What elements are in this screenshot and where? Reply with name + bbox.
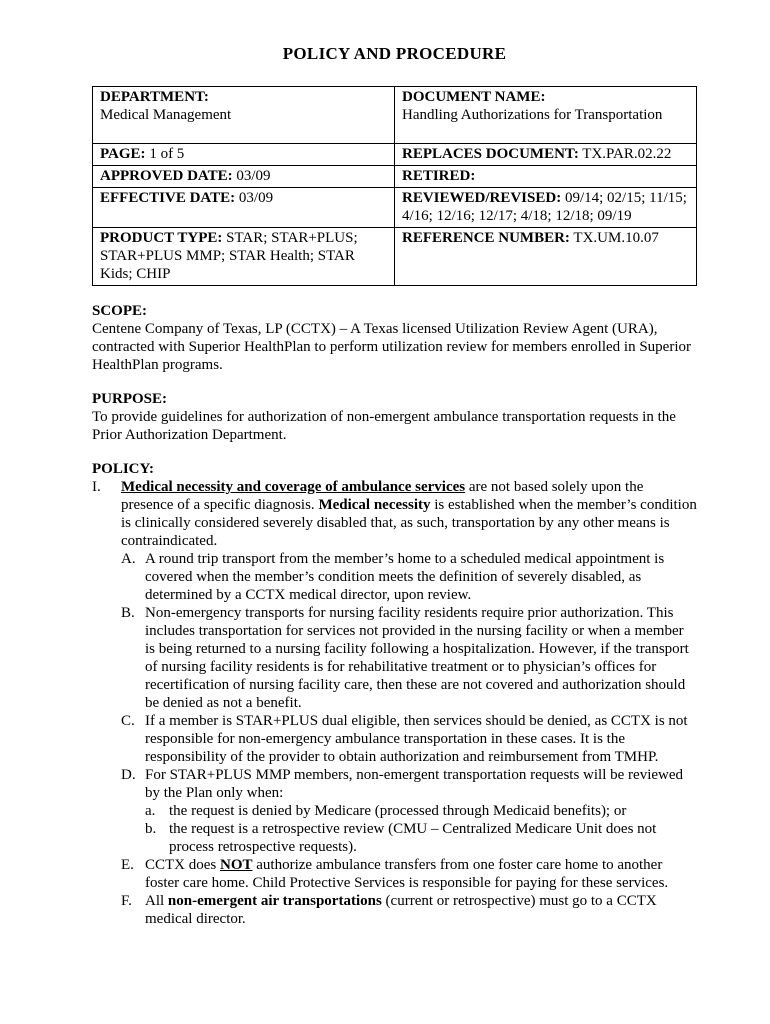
policy-item-D-b <box>145 820 697 856</box>
policy-item-F <box>121 892 697 928</box>
scope-body: Centene Company of Texas, LP (CCTX) – A Texas licensed Utilization Review Agent (URA), contracted with Superior HealthPlan to perform utilization review for members enrolled in Superior HealthPlan programs. <box>92 321 691 374</box>
cell-product-type: PRODUCT TYPE: STAR; STAR+PLUS; STAR+PLUS MMP; STAR Health; STAR Kids; CHIP <box>93 228 395 286</box>
policy-item-B <box>121 604 697 712</box>
list-marker: a. <box>145 803 156 820</box>
policy-item-I-content <box>121 478 697 928</box>
policy-item-I-text: Medical necessity and coverage of ambulance services are not based solely upon the presence of a specific diagnosis. Medical necessity is established when the member’s condition is clinically considered severely disabled that, as such, transportation by any other means is contraindicated. <box>121 479 697 550</box>
list-marker: I. <box>92 479 101 496</box>
cell-retired: RETIRED: <box>395 166 697 188</box>
policy-item-B-text: Non-emergency transports for nursing facility residents require prior authorization. This includes transportation for services not provided in the nursing facility or when a member is being returned to a nursing facility following a hospitalization. However, if the transport of nursing facility residents is for rehabilitative treatment or to physician’s offices for recertification of nursing facility care, then these are not covered and authorization should be denied as not a benefit. <box>145 605 689 712</box>
policy-item-D-a-text: the request is denied by Medicare (processed through Medicaid benefits); or <box>169 803 627 820</box>
list-marker: E. <box>121 857 134 874</box>
policy-item-C-text: If a member is STAR+PLUS dual eligible, then services should be denied, as CCTX is not responsible for non-emergency ambulance transportation in these cases. It is the responsibility of the provider to obtain authorization and reimbursement from TMHP. <box>145 713 688 766</box>
list-marker: b. <box>145 821 157 838</box>
policy-item-E <box>121 856 697 892</box>
policy-item-A-text: A round trip transport from the member’s home to a scheduled medical appointment is covered when the member’s condition meets the definition of severely disabled, as determined by a CCTX medical director, upon review. <box>145 551 665 604</box>
policy-item-F-text: All non-emergent air transportations (current or retrospective) must go to a CCTX medical director. <box>145 893 657 928</box>
list-marker: C. <box>121 713 135 730</box>
scope-heading: SCOPE: <box>92 303 148 320</box>
policy-item-D-text: For STAR+PLUS MMP members, non-emergent transportation requests will be reviewed by the Plan only when: <box>145 767 684 802</box>
policy-item-D-content <box>145 766 697 856</box>
info-table-row <box>93 228 697 286</box>
list-marker: D. <box>121 767 136 784</box>
info-table-row <box>93 144 697 166</box>
info-table <box>92 86 697 286</box>
policy-item-D <box>121 766 697 856</box>
section-scope <box>92 302 697 374</box>
cell-replaces-document: REPLACES DOCUMENT: TX.PAR.02.22 <box>395 144 697 166</box>
info-table-row <box>93 188 697 228</box>
cell-page: PAGE: 1 of 5 <box>93 144 395 166</box>
cell-reference-number: REFERENCE NUMBER: TX.UM.10.07 <box>395 228 697 286</box>
list-marker: F. <box>121 893 132 910</box>
policy-item-I <box>92 478 697 928</box>
policy-item-A <box>121 550 697 604</box>
cell-department: DEPARTMENT: Medical Management <box>93 87 395 144</box>
info-table-row <box>93 166 697 188</box>
cell-reviewed-revised: REVIEWED/REVISED: 09/14; 02/15; 11/15; 4/16; 12/16; 12/17; 4/18; 12/18; 09/19 <box>395 188 697 228</box>
purpose-heading: PURPOSE: <box>92 391 167 408</box>
list-marker: A. <box>121 551 136 568</box>
policy-item-D-a <box>145 802 697 820</box>
list-marker: B. <box>121 605 135 622</box>
policy-item-E-text: CCTX does NOT authorize ambulance transfers from one foster care home to another foster care home. Child Protective Services is responsible for paying for these services. <box>145 857 669 892</box>
info-table-row <box>93 87 697 144</box>
cell-effective-date: EFFECTIVE DATE: 03/09 <box>93 188 395 228</box>
purpose-body: To provide guidelines for authorization of non-emergent ambulance transportation requests in the Prior Authorization Department. <box>92 409 676 444</box>
section-policy <box>92 460 697 928</box>
cell-approved-date: APPROVED DATE: 03/09 <box>93 166 395 188</box>
policy-heading: POLICY: <box>92 461 154 478</box>
section-purpose <box>92 390 697 444</box>
document-title: POLICY AND PROCEDURE <box>282 44 507 63</box>
cell-document-name: DOCUMENT NAME: Handling Authorizations for Transportation <box>395 87 697 144</box>
policy-item-D-b-text: the request is a retrospective review (CMU – Centralized Medicare Unit does not process retrospective requests). <box>169 821 657 856</box>
policy-item-C <box>121 712 697 766</box>
